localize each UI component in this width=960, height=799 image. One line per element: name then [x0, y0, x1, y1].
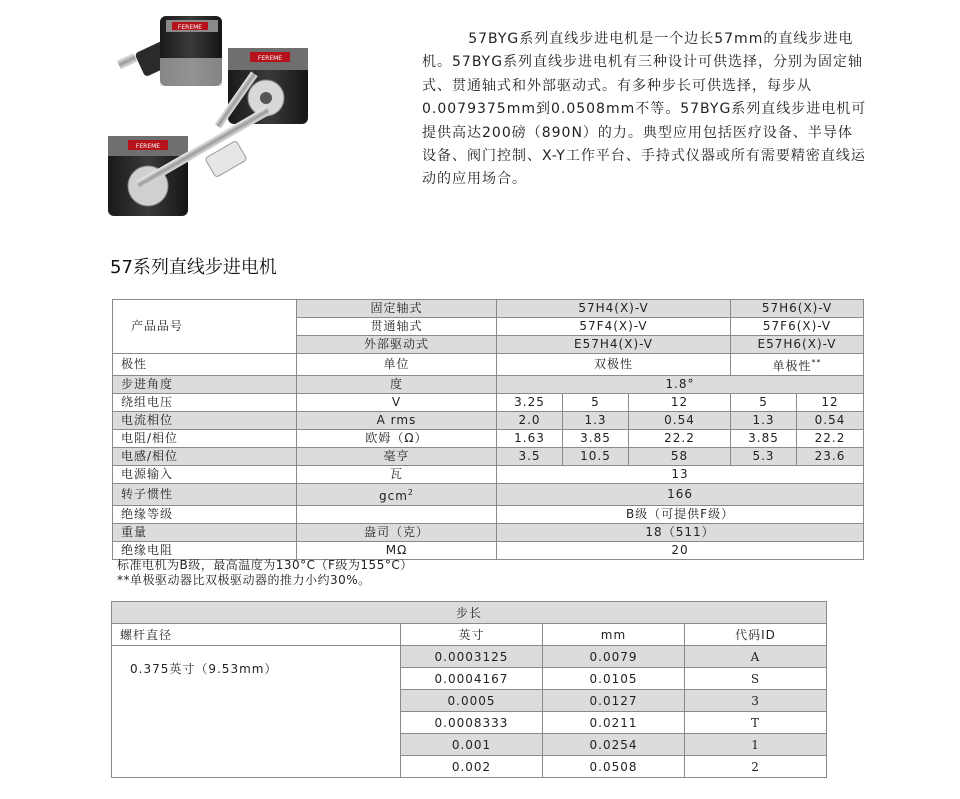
code-cell: A — [685, 646, 827, 668]
product-photo — [100, 8, 370, 230]
row-label: 绝缘电阻 — [113, 542, 297, 560]
code-cell: 2 — [685, 756, 827, 778]
table-row — [112, 624, 827, 646]
row-label: 电源输入 — [113, 466, 297, 484]
model-b: 57H6(X)-V — [731, 300, 864, 318]
col-header-inch: 英寸 — [401, 624, 543, 646]
mm-cell: 0.0079 — [543, 646, 685, 668]
screw-label: 螺杆直径 — [112, 624, 401, 646]
table-row — [113, 354, 864, 376]
value-cell: 22.2 — [797, 430, 864, 448]
row-label: 绕组电压 — [113, 394, 297, 412]
step-table-title: 步长 — [112, 602, 827, 624]
value-cell: 23.6 — [797, 448, 864, 466]
spec-table — [112, 299, 864, 560]
type-external: 外部驱动式 — [297, 336, 497, 354]
table-row — [113, 506, 864, 524]
section-title: 57系列直线步进电机 — [110, 257, 277, 278]
value-cell: 20 — [497, 542, 864, 560]
inch-cell: 0.0004167 — [401, 668, 543, 690]
table-row — [113, 542, 864, 560]
svg-text:FEREME: FEREME — [257, 55, 283, 62]
table-row — [113, 484, 864, 506]
step-length-table — [111, 601, 827, 778]
value-cell: 3.85 — [731, 430, 797, 448]
row-label: 电流相位 — [113, 412, 297, 430]
value-cell: 0.54 — [797, 412, 864, 430]
polarity-bipolar: 双极性 — [497, 354, 731, 376]
model-b: 57F6(X)-V — [731, 318, 864, 336]
col-header-mm: mm — [543, 624, 685, 646]
table-row — [113, 412, 864, 430]
value-cell: 10.5 — [563, 448, 629, 466]
unit-cell: MΩ — [297, 542, 497, 560]
unit-cell: 毫亨 — [297, 448, 497, 466]
motor-fixed-shaft — [117, 16, 222, 86]
value-cell: 0.54 — [629, 412, 731, 430]
value-cell: 12 — [797, 394, 864, 412]
mm-cell: 0.0508 — [543, 756, 685, 778]
inch-cell: 0.001 — [401, 734, 543, 756]
value-cell: 5.3 — [731, 448, 797, 466]
inch-cell: 0.0008333 — [401, 712, 543, 734]
value-cell: 3.25 — [497, 394, 563, 412]
value-cell: 58 — [629, 448, 731, 466]
product-description: 57BYG系列直线步进电机是一个边长57mm的直线步进电机。57BYG系列直线步进电机有三种设计可供选择，分别为固定轴式、贯通轴式和外部驱动式。有多种步长可供选择，每步从0.0079375mm到0.0508mm不等。57BYG系列直线步进电机可提供高达200磅（890N）的力。典型应用包括医疗设备、半导体设备、阀门控制、X-Y工作平台、手持式仪器或所有需要精密直线运动的应用场合。 — [422, 31, 867, 188]
table-row — [113, 394, 864, 412]
row-label: 极性 — [113, 354, 297, 376]
inch-cell: 0.0003125 — [401, 646, 543, 668]
unit-cell: 欧姆（Ω） — [297, 430, 497, 448]
table-row — [113, 466, 864, 484]
inch-cell: 0.002 — [401, 756, 543, 778]
polarity-unipolar: 单极性** — [731, 354, 864, 376]
footnote: **单极驱动器比双极驱动器的推力小约30%。 — [117, 573, 371, 587]
row-label: 重量 — [113, 524, 297, 542]
motor-external-drive — [108, 106, 270, 216]
value-cell: 5 — [731, 394, 797, 412]
value-cell: 166 — [497, 484, 864, 506]
mm-cell: 0.0127 — [543, 690, 685, 712]
row-label: 电感/相位 — [113, 448, 297, 466]
inch-cell: 0.0005 — [401, 690, 543, 712]
mm-cell: 0.0105 — [543, 668, 685, 690]
value-cell: 3.5 — [497, 448, 563, 466]
table-row — [112, 646, 827, 668]
svg-text:FEREME: FEREME — [177, 24, 203, 31]
footnotes — [117, 558, 413, 588]
type-through: 贯通轴式 — [297, 318, 497, 336]
code-cell: 1 — [685, 734, 827, 756]
unit-cell: 单位 — [297, 354, 497, 376]
model-label: 产品品号 — [113, 300, 297, 354]
value-cell: 3.85 — [563, 430, 629, 448]
code-cell: 3 — [685, 690, 827, 712]
row-label: 电阻/相位 — [113, 430, 297, 448]
table-row — [113, 524, 864, 542]
value-cell: 1.63 — [497, 430, 563, 448]
value-cell: 1.8° — [497, 376, 864, 394]
unit-cell: 度 — [297, 376, 497, 394]
table-row — [113, 300, 864, 318]
model-b: E57H6(X)-V — [731, 336, 864, 354]
unit-cell: A rms — [297, 412, 497, 430]
unit-cell: V — [297, 394, 497, 412]
mm-cell: 0.0211 — [543, 712, 685, 734]
mm-cell: 0.0254 — [543, 734, 685, 756]
value-cell: 5 — [563, 394, 629, 412]
svg-text:FEREME: FEREME — [135, 143, 161, 150]
value-cell: 2.0 — [497, 412, 563, 430]
screw-value: 0.375英寸（9.53mm） — [112, 646, 401, 778]
value-cell: 22.2 — [629, 430, 731, 448]
unit-cell: 盎司（克） — [297, 524, 497, 542]
value-cell: B级（可提供F级） — [497, 506, 864, 524]
model-a: E57H4(X)-V — [497, 336, 731, 354]
table-row — [112, 602, 827, 624]
unit-cell — [297, 506, 497, 524]
value-cell: 1.3 — [563, 412, 629, 430]
type-fixed: 固定轴式 — [297, 300, 497, 318]
footnote: 标准电机为B级，最高温度为130°C（F级为155°C） — [117, 558, 413, 572]
code-cell: S — [685, 668, 827, 690]
row-label: 绝缘等级 — [113, 506, 297, 524]
unit-cell: gcm$^2$ — [297, 484, 497, 506]
code-cell: T — [685, 712, 827, 734]
value-cell: 13 — [497, 466, 864, 484]
table-row — [113, 448, 864, 466]
model-a: 57H4(X)-V — [497, 300, 731, 318]
table-row — [113, 430, 864, 448]
row-label: 转子惯性 — [113, 484, 297, 506]
value-cell: 1.3 — [731, 412, 797, 430]
unit-cell: 瓦 — [297, 466, 497, 484]
col-header-code: 代码ID — [685, 624, 827, 646]
model-a: 57F4(X)-V — [497, 318, 731, 336]
row-label: 步进角度 — [113, 376, 297, 394]
value-cell: 12 — [629, 394, 731, 412]
value-cell: 18（511） — [497, 524, 864, 542]
table-row — [113, 376, 864, 394]
